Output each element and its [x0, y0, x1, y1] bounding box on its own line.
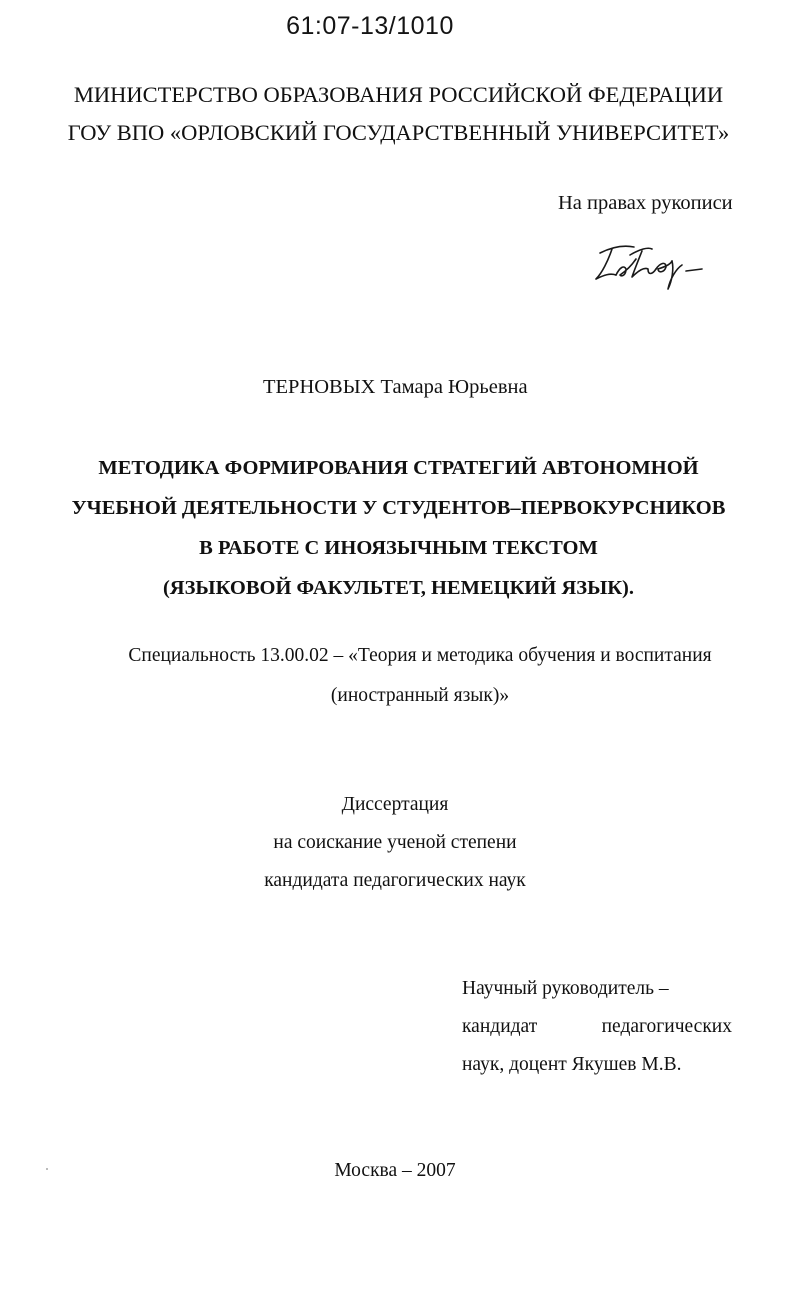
advisor-degree-word: педагогических — [601, 1016, 732, 1037]
title-line: (ЯЗЫКОВОЙ ФАКУЛЬТЕТ, НЕМЕЦКИЙ ЯЗЫК). — [162, 577, 635, 599]
title-line: УЧЕБНОЙ ДЕЯТЕЛЬНОСТИ У СТУДЕНТОВ–ПЕРВОКУРСНИКОВ — [71, 497, 726, 519]
specialty-line: (иностранный язык)» — [330, 685, 510, 706]
university-name: ГОУ ВПО «ОРЛОВСКИЙ ГОСУДАРСТВЕННЫЙ УНИВЕРСИТЕТ» — [67, 120, 730, 145]
institution-header — [0, 76, 797, 152]
title-line: МЕТОДИКА ФОРМИРОВАНИЯ СТРАТЕГИЙ АВТОНОМНОЙ — [98, 457, 699, 479]
advisor-line — [462, 1008, 732, 1046]
specialty-line: Специальность 13.00.02 – «Теория и методика обучения и воспитания — [128, 645, 712, 666]
advisor-line: наук, доцент Якушев М.В. — [462, 1054, 682, 1075]
advisor-degree-word: кандидат — [462, 1016, 538, 1037]
rights-note: На правах рукописи — [558, 192, 733, 214]
scientific-advisor — [462, 970, 732, 1084]
title-line: В РАБОТЕ С ИНОЯЗЫЧНЫМ ТЕКСТОМ — [199, 537, 598, 559]
author-name: ТЕРНОВЫХ Тамара Юрьевна — [263, 376, 528, 398]
degree-statement — [0, 786, 790, 900]
degree-line: кандидата педагогических наук — [264, 870, 526, 891]
specialty — [0, 636, 797, 716]
handwritten-signature-icon — [590, 235, 710, 295]
city-year: Москва – 2007 — [334, 1160, 456, 1181]
degree-line: на соискание ученой степени — [273, 832, 517, 853]
ministry-name: МИНИСТЕРСТВО ОБРАЗОВАНИЯ РОССИЙСКОЙ ФЕДЕРАЦИИ — [73, 82, 724, 107]
catalog-number: 61:07-13/1010 — [286, 12, 454, 40]
degree-line: Диссертация — [341, 794, 449, 815]
advisor-line: Научный руководитель – — [462, 978, 669, 999]
dissertation-title — [0, 448, 797, 608]
